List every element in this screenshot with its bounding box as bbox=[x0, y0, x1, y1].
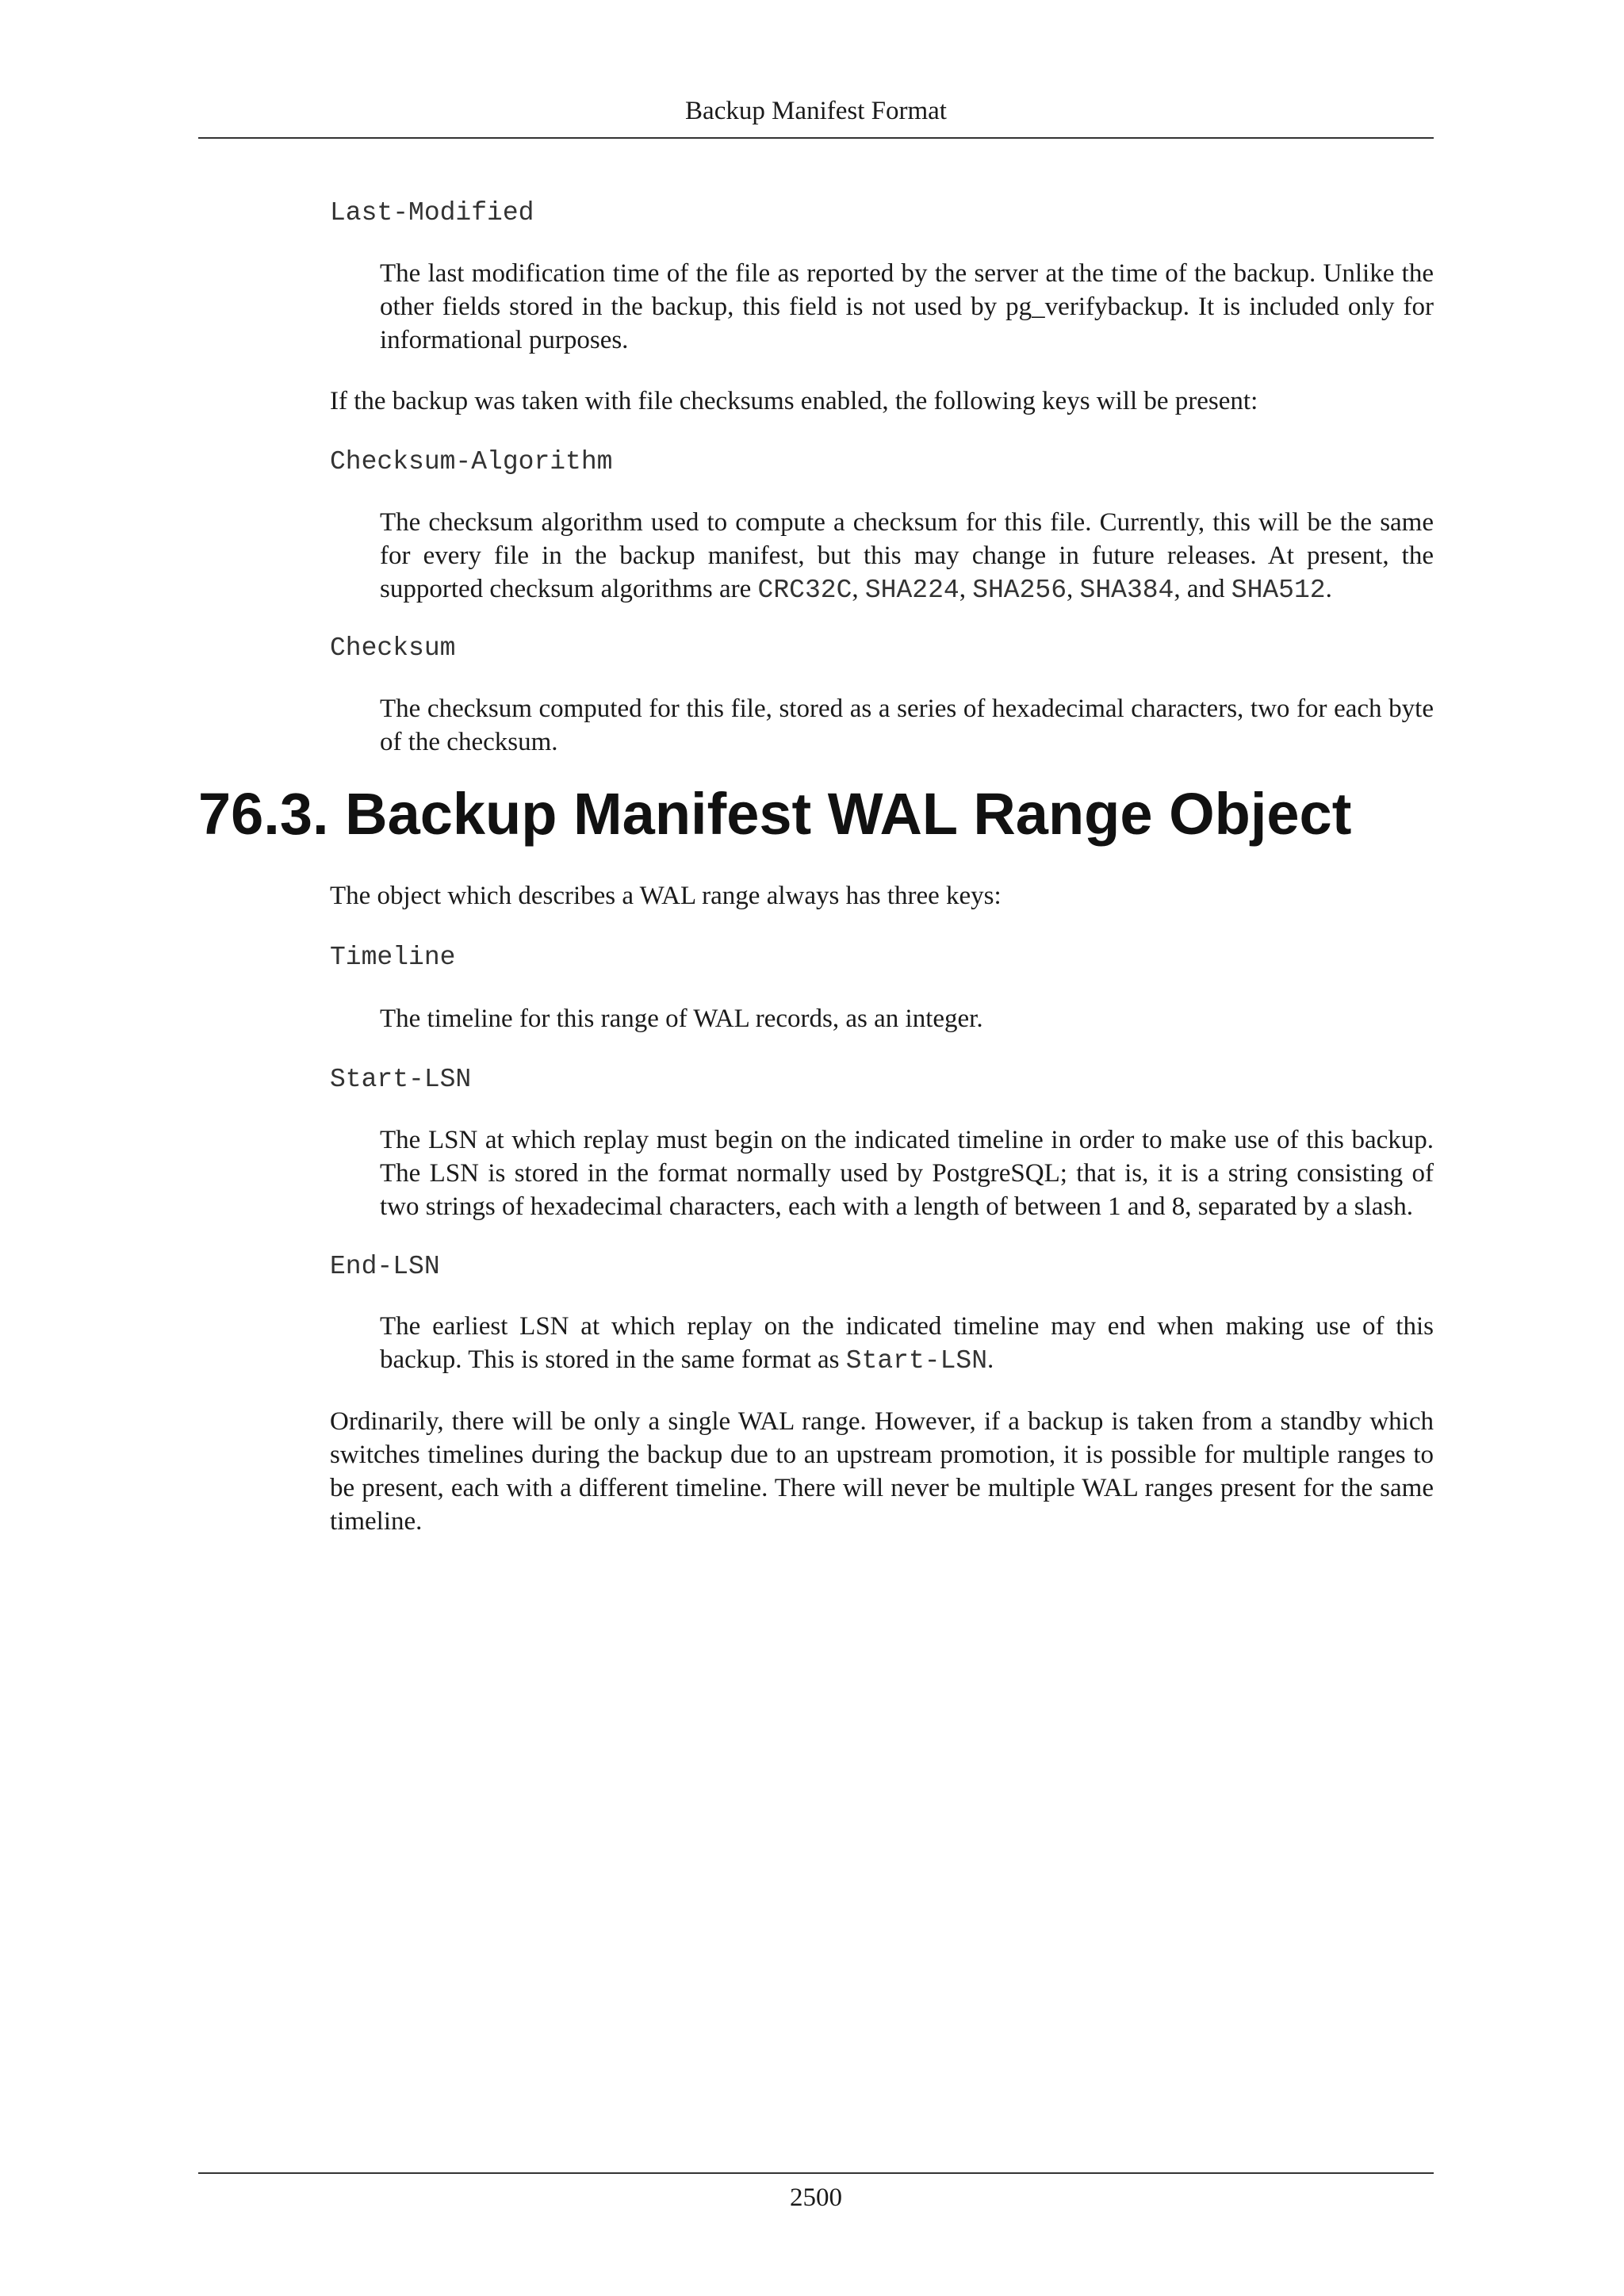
footer-rule bbox=[198, 2172, 1434, 2174]
separator: , bbox=[1067, 575, 1080, 603]
page-number: 2500 bbox=[790, 2183, 842, 2212]
term-last-modified: Last-Modified bbox=[330, 198, 534, 228]
start-lsn-code-reference: Start-LSN bbox=[845, 1346, 987, 1376]
term-end-lsn: End-LSN bbox=[330, 1252, 440, 1281]
checksum-intro-paragraph: If the backup was taken with file checksums enabled, the following keys will be present: bbox=[330, 387, 1258, 415]
definition-start-lsn: The LSN at which replay must begin on the indicated timeline in order to make use of this backup. The LSN is stored in the format normally used by PostgreSQL; that is, it is a string consisting of two strings of hexadecimal characters, each with a length of between 1 and 8, separated by a slash. bbox=[380, 1126, 1434, 1221]
running-header: Backup Manifest Format bbox=[685, 97, 947, 125]
wal-range-intro: The object which describes a WAL range always has three keys: bbox=[330, 882, 1002, 910]
end-lsn-text: The earliest LSN at which replay on the indicated timeline may end when making use of this backup. This is stored in the same format as bbox=[380, 1312, 1434, 1374]
separator: , bbox=[852, 575, 865, 603]
term-checksum-algorithm: Checksum-Algorithm bbox=[330, 447, 613, 476]
separator: , bbox=[959, 575, 973, 603]
algorithm-sha384: SHA384 bbox=[1079, 576, 1174, 605]
sentence-end: . bbox=[987, 1345, 994, 1374]
section-heading: 76.3. Backup Manifest WAL Range Object bbox=[198, 781, 1352, 847]
checksum-algorithm-text: The checksum algorithm used to compute a checksum for this file. Currently, this will be the same for every file in the backup manifest, but this may change in future releases. At present, the supported checksum algorithms are bbox=[380, 508, 1434, 603]
algorithm-sha224: SHA224 bbox=[864, 576, 959, 605]
algorithm-sha256: SHA256 bbox=[972, 576, 1067, 605]
definition-checksum: The checksum computed for this file, stored as a series of hexadecimal characters, two for each byte of the checksum. bbox=[380, 695, 1434, 756]
wal-range-closing-paragraph: Ordinarily, there will be only a single WAL range. However, if a backup is taken from a standby which switches timelines during the backup due to an upstream promotion, it is possible for multiple ranges to be present, each with a different timeline. There will never be multiple WAL ranges present for the same timeline. bbox=[330, 1407, 1434, 1536]
definition-checksum-algorithm bbox=[380, 506, 1434, 607]
definition-timeline: The timeline for this range of WAL records, as an integer. bbox=[380, 1004, 983, 1033]
definition-end-lsn bbox=[380, 1310, 1434, 1378]
separator: , and bbox=[1174, 575, 1231, 603]
algorithm-sha512: SHA512 bbox=[1231, 576, 1326, 605]
algorithm-crc32c: CRC32C bbox=[757, 576, 852, 605]
term-start-lsn: Start-LSN bbox=[330, 1065, 472, 1094]
term-timeline: Timeline bbox=[330, 943, 456, 972]
sentence-end: . bbox=[1325, 575, 1332, 603]
header-rule bbox=[198, 137, 1434, 139]
definition-last-modified: The last modification time of the file as reported by the server at the time of the backup. Unlike the other fields stored in the backup, this field is not used by pg_verifybackup. It is included only for informational purposes. bbox=[380, 259, 1434, 354]
term-checksum: Checksum bbox=[330, 633, 456, 663]
